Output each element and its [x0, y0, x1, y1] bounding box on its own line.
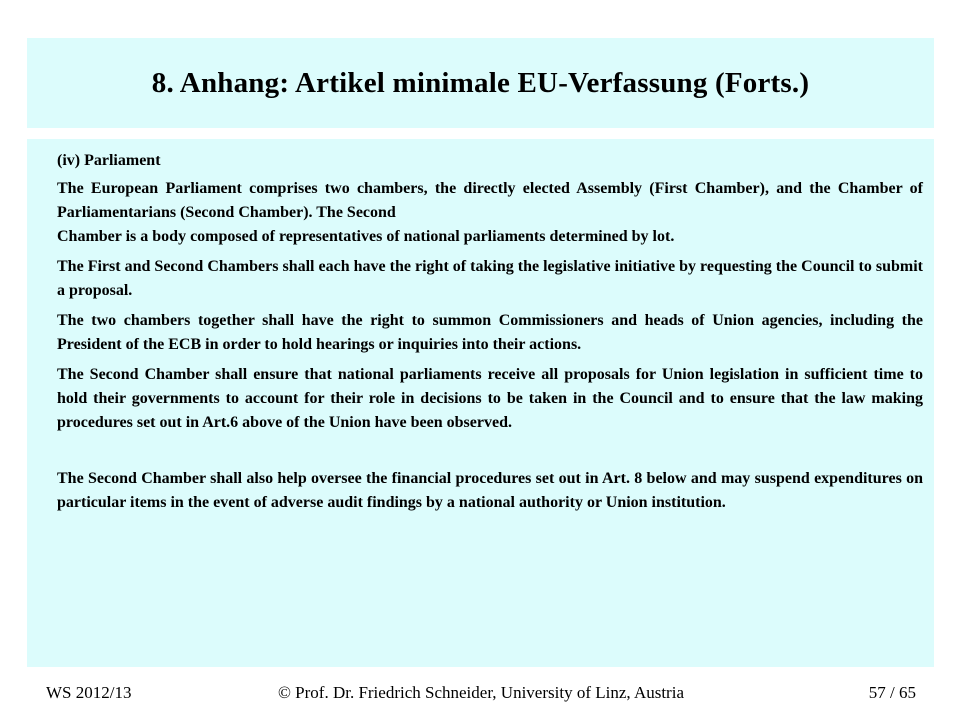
- footer-copyright: © Prof. Dr. Friedrich Schneider, University of Linz, Austria: [278, 683, 684, 702]
- paragraph-summon-rights: The two chambers together shall have the right to summon Commissioners and heads of Union agencies, including the President of the ECB in order to hold hearings or inquiries into their actions.: [57, 312, 923, 353]
- paragraph-chambers: The European Parliament comprises two chambers, the directly elected Assembly (First Chamber), and the Chamber of Parliamentarians (Second Chamber). The Second: [57, 180, 923, 221]
- title-panel: [27, 38, 934, 128]
- content-panel: [27, 139, 934, 667]
- footer: [46, 683, 916, 707]
- paragraph-legislative-initiative: The First and Second Chambers shall each have the right of taking the legislative initiative by requesting the Council to submit a proposal.: [57, 258, 923, 299]
- footer-page-number: 57 / 65: [868, 683, 916, 702]
- paragraph-second-chamber-composition: Chamber is a body composed of representatives of national parliaments determined by lot.: [57, 228, 675, 245]
- paragraph-financial-oversight: The Second Chamber shall also help oversee the financial procedures set out in Art. 8 below and may suspend expenditures on particular items in the event of adverse audit findings by a national authority or Union institution.: [57, 470, 923, 511]
- paragraph-national-parliaments: The Second Chamber shall ensure that national parliaments receive all proposals for Union legislation in sufficient time to hold their governments to account for their role in decisions to be taken in the Council and to ensure that the law making procedures set out in Art.6 above of the Union have been observed.: [57, 366, 923, 431]
- article-text: [57, 149, 923, 515]
- footer-term: WS 2012/13: [46, 683, 132, 702]
- section-heading: (iv) Parliament: [57, 152, 161, 169]
- slide-title: 8. Anhang: Artikel minimale EU-Verfassung (Forts.): [151, 66, 810, 99]
